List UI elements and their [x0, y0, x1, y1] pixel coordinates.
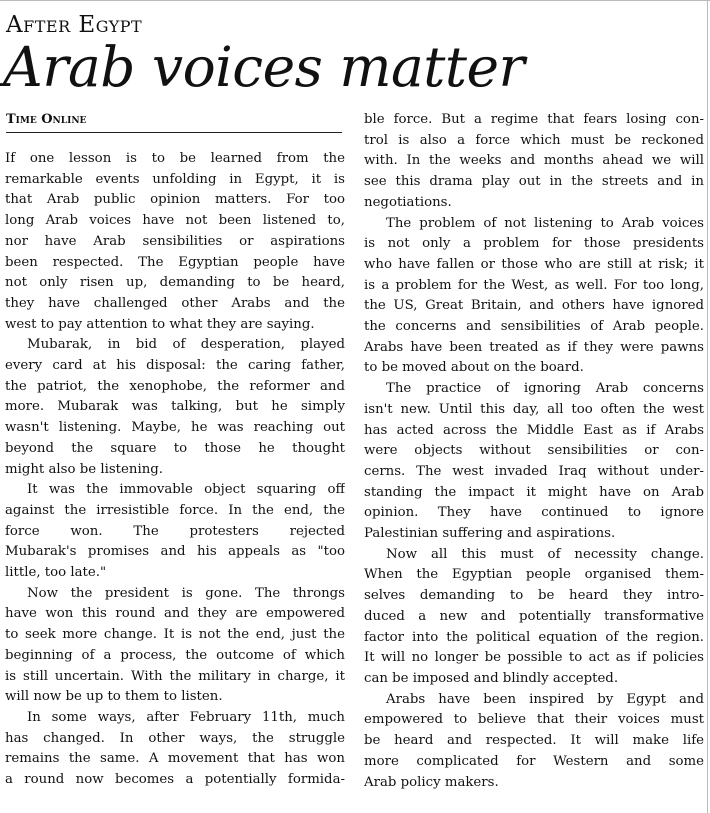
text-line: to seek more change. It is not the end, just the: [5, 627, 345, 643]
text-line: trol is also a force which must be reckoned: [364, 132, 704, 148]
text-line: might also be listening.: [5, 461, 164, 477]
text-line: When the Egyptian people organised them-: [364, 567, 704, 583]
article-headline: Arab voices matter: [3, 35, 525, 99]
text-line: Mubarak, in bid of desperation, played: [27, 337, 345, 353]
source-divider: [6, 132, 342, 133]
text-line: beyond the square to those he thought: [5, 440, 345, 456]
text-line: Palestinian suffering and aspirations.: [364, 526, 616, 542]
text-line: Now the president is gone. The throngs: [27, 585, 345, 601]
text-line: selves demanding to be heard they intro-: [364, 588, 704, 604]
text-line: every card at his disposal: the caring father,: [5, 358, 345, 374]
text-line: they have challenged other Arabs and the: [5, 295, 345, 311]
text-line: is not only a problem for those presidents: [364, 236, 704, 252]
text-line: is a problem for the West, as well. For too long,: [364, 277, 704, 293]
text-line: has changed. In other ways, the struggle: [5, 730, 345, 746]
text-line: were objects without sensibilities or con-: [364, 443, 704, 459]
text-line: see this drama play out in the streets and in: [364, 174, 704, 190]
text-line: the patriot, the xenophobe, the reformer and: [5, 378, 345, 394]
text-line: force won. The protesters rejected: [5, 523, 345, 539]
text-line: with. In the weeks and months ahead we will: [364, 153, 704, 169]
text-line: The practice of ignoring Arab concerns: [386, 381, 704, 397]
text-line: cerns. The west invaded Iraq without under-: [364, 463, 704, 479]
text-line: In some ways, after February 11th, much: [27, 709, 345, 725]
text-line: against the irresistible force. In the end, the: [5, 502, 345, 518]
text-line: isn't new. Until this day, all too often the west: [364, 401, 704, 417]
page-right-border: [707, 0, 708, 813]
text-line: west to pay attention to what they are saying.: [5, 316, 315, 332]
text-line: a round now becomes a potentially formida-: [5, 772, 345, 788]
text-line: have won this round and they are empowered: [5, 606, 345, 622]
text-line: be heard and respected. It will make life: [364, 733, 704, 749]
text-line: duced a new and potentially transformative: [364, 608, 704, 624]
text-line: beginning of a process, the outcome of which: [5, 647, 345, 663]
text-line: who have fallen or those who are still at risk; it: [364, 256, 704, 272]
article-column-right: [364, 110, 704, 793]
text-line: the US, Great Britain, and others have ignored: [364, 298, 704, 314]
text-line: standing the impact it might have on Arab: [364, 484, 704, 500]
text-line: has acted across the Middle East as if Arabs: [364, 422, 704, 438]
article-column-left: [5, 149, 345, 791]
text-line: wasn't listening. Maybe, he was reaching out: [5, 420, 345, 436]
text-line: ble force. But a regime that fears losing con-: [364, 112, 704, 127]
text-line: Arabs have been treated as if they were pawns: [364, 339, 704, 355]
text-line: Arab policy makers.: [364, 774, 499, 790]
text-line: It was the immovable object squaring off: [27, 482, 345, 498]
text-line: nor have Arab sensibilities or aspirations: [5, 233, 345, 249]
text-line: can be imposed and blindly accepted.: [364, 670, 619, 686]
article-kicker: After Egypt: [6, 12, 143, 38]
text-line: empowered to believe that their voices must: [364, 712, 704, 728]
text-line: negotiations.: [364, 194, 452, 210]
text-line: remains the same. A movement that has won: [5, 751, 345, 767]
text-line: more. Mubarak was talking, but he simply: [5, 399, 345, 415]
text-line: not only risen up, demanding to be heard,: [5, 275, 345, 291]
text-line: If one lesson is to be learned from the: [5, 151, 345, 166]
text-line: been respected. The Egyptian people have: [5, 254, 345, 270]
text-line: Arabs have been inspired by Egypt and: [386, 691, 704, 707]
page-top-border: [0, 0, 710, 1]
text-line: factor into the political equation of the region.: [364, 629, 704, 645]
text-line: little, too late.": [5, 565, 107, 581]
text-line: long Arab voices have not been listened to,: [5, 213, 345, 229]
article-source: Time Online: [6, 112, 87, 127]
text-line: will now be up to them to listen.: [5, 689, 223, 705]
text-line: to be moved about on the board.: [364, 360, 584, 376]
text-line: the concerns and sensibilities of Arab people.: [364, 319, 704, 335]
text-line: Mubarak's promises and his appeals as "too: [5, 544, 345, 560]
text-line: is still uncertain. With the military in charge, it: [5, 668, 345, 684]
text-line: remarkable events unfolding in Egypt, it is: [5, 171, 345, 187]
text-line: It will no longer be possible to act as if policies: [364, 650, 704, 666]
text-line: The problem of not listening to Arab voices: [386, 215, 704, 231]
text-line: more complicated for Western and some: [364, 753, 704, 769]
text-line: Now all this must of necessity change.: [386, 546, 704, 562]
text-line: that Arab public opinion matters. For too: [5, 192, 345, 208]
text-line: opinion. They have continued to ignore: [364, 505, 704, 521]
